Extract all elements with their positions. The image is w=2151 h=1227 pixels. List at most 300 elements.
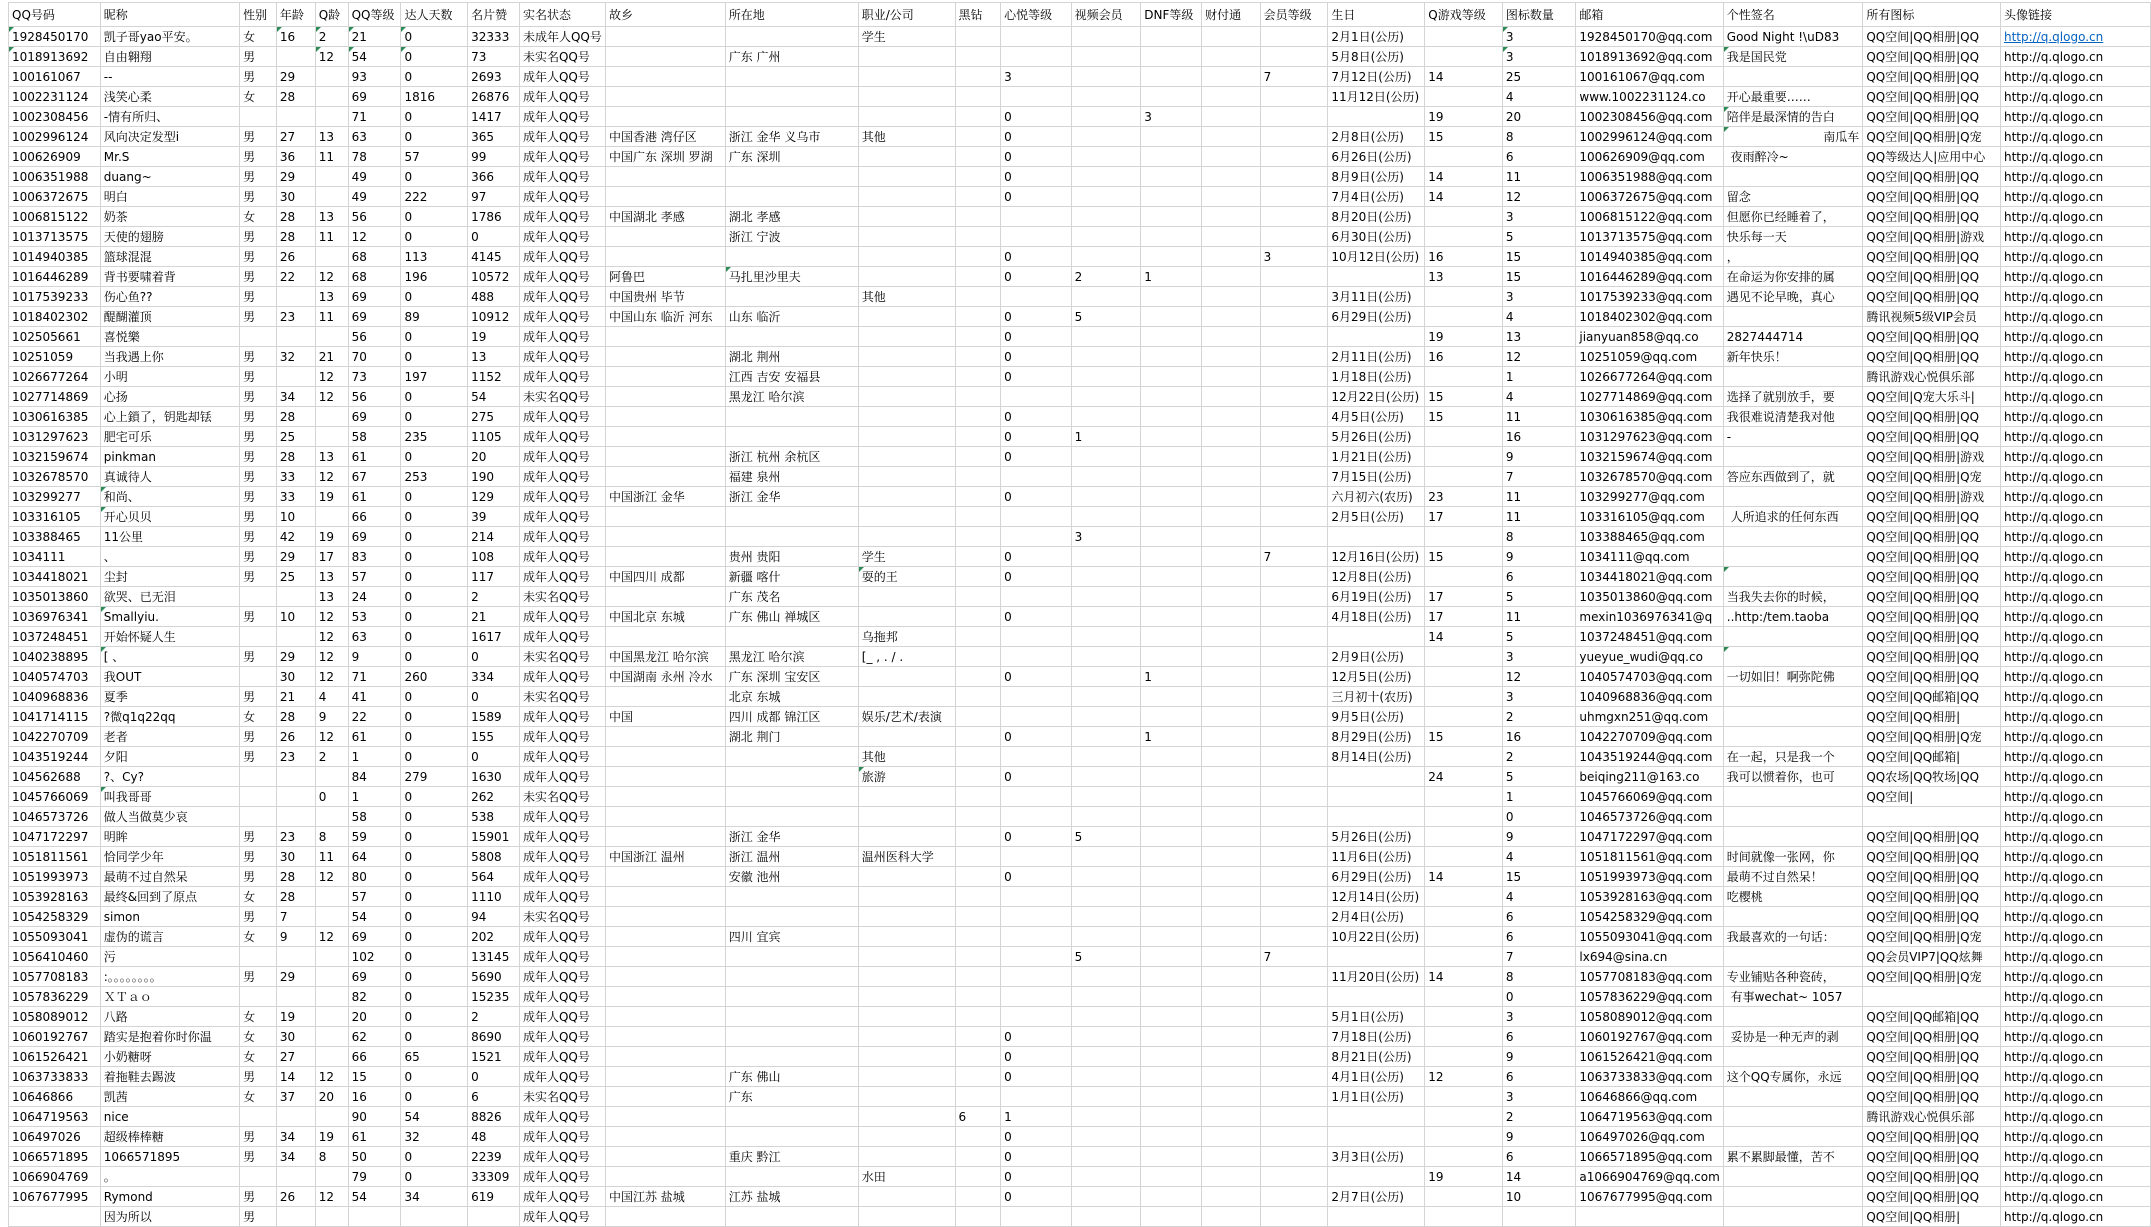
cell[interactable]: 乌拖邦 [858, 627, 955, 647]
cell[interactable]: 1031297623 [9, 427, 101, 447]
column-header-21[interactable]: 图标数量 [1502, 3, 1575, 27]
cell[interactable] [1723, 827, 1863, 847]
cell[interactable] [1425, 987, 1503, 1007]
cell[interactable]: 0 [401, 907, 468, 927]
cell[interactable] [955, 47, 1001, 67]
cell[interactable] [605, 547, 725, 567]
cell[interactable] [1328, 1107, 1425, 1127]
cell[interactable] [1141, 527, 1202, 547]
cell[interactable]: 耍的王 [858, 567, 955, 587]
cell[interactable]: http://q.qlogo.cn [2000, 927, 2150, 947]
cell[interactable] [1141, 847, 1202, 867]
cell[interactable] [1071, 767, 1141, 787]
cell[interactable]: 男 [240, 647, 277, 667]
cell[interactable]: 中国香港 湾仔区 [605, 127, 725, 147]
cell[interactable]: 28 [276, 227, 315, 247]
cell[interactable] [1141, 167, 1202, 187]
cell[interactable]: QQ空间| [1863, 787, 2001, 807]
cell[interactable]: 成年人QQ号 [519, 767, 605, 787]
cell[interactable]: 13 [315, 447, 348, 467]
cell[interactable] [725, 787, 858, 807]
cell[interactable]: 0 [1001, 107, 1072, 127]
cell[interactable] [1260, 1147, 1328, 1167]
cell[interactable]: 0 [1001, 827, 1072, 847]
cell[interactable]: 我最喜欢的一句话： [1723, 927, 1863, 947]
cell[interactable] [9, 1207, 101, 1227]
cell[interactable] [605, 1107, 725, 1127]
cell[interactable]: 成年人QQ号 [519, 567, 605, 587]
cell[interactable] [955, 687, 1001, 707]
cell[interactable]: 专业铺贴各种瓷砖， [1723, 967, 1863, 987]
cell[interactable]: 11月6日(公历) [1328, 847, 1425, 867]
cell[interactable]: 33 [276, 487, 315, 507]
cell[interactable] [858, 1107, 955, 1127]
cell[interactable]: 8 [1502, 127, 1575, 147]
cell[interactable]: QQ空间|QQ相册|QQ [1863, 587, 2001, 607]
cell[interactable] [1260, 207, 1328, 227]
cell[interactable]: 103388465 [9, 527, 101, 547]
cell[interactable]: 106497026@qq.com [1576, 1127, 1723, 1147]
cell[interactable] [858, 1027, 955, 1047]
cell[interactable] [1071, 1067, 1141, 1087]
cell[interactable] [1260, 1187, 1328, 1207]
cell[interactable]: 12 [315, 607, 348, 627]
cell[interactable] [240, 1107, 277, 1127]
cell[interactable]: QQ空间|QQ相册|QQ [1863, 1147, 2001, 1167]
cell[interactable]: 0 [315, 787, 348, 807]
cell[interactable]: 成年人QQ号 [519, 347, 605, 367]
cell[interactable]: QQ空间|QQ相册|QQ [1863, 167, 2001, 187]
cell[interactable] [1425, 1027, 1503, 1047]
cell[interactable] [1260, 507, 1328, 527]
cell[interactable] [725, 187, 858, 207]
cell[interactable]: 0 [1001, 147, 1072, 167]
cell[interactable]: :。。。。。。。。 [100, 967, 239, 987]
cell[interactable]: lx694@sina.cn [1576, 947, 1723, 967]
cell[interactable] [1328, 627, 1425, 647]
cell[interactable]: 男 [240, 1067, 277, 1087]
cell[interactable] [858, 67, 955, 87]
column-header-6[interactable]: QQ等级 [348, 3, 401, 27]
cell[interactable]: QQ空间|QQ相册| [1863, 707, 2001, 727]
cell[interactable] [1202, 987, 1261, 1007]
cell[interactable] [1202, 247, 1261, 267]
cell[interactable] [1071, 127, 1141, 147]
cell[interactable]: 女 [240, 1047, 277, 1067]
cell[interactable] [955, 567, 1001, 587]
cell[interactable]: 成年人QQ号 [519, 867, 605, 887]
cell[interactable] [1141, 247, 1202, 267]
cell[interactable]: 安徽 池州 [725, 867, 858, 887]
cell[interactable]: 新年快乐！ [1723, 347, 1863, 367]
cell[interactable] [1425, 787, 1503, 807]
cell[interactable]: 12 [315, 627, 348, 647]
cell[interactable] [1328, 527, 1425, 547]
cell[interactable]: 7 [1260, 947, 1328, 967]
cell[interactable]: QQ空间|QQ相册|QQ [1863, 107, 2001, 127]
cell[interactable]: QQ空间|QQ相册|QQ [1863, 27, 2001, 47]
cell[interactable] [605, 407, 725, 427]
cell[interactable] [1202, 307, 1261, 327]
cell[interactable]: 4 [1502, 87, 1575, 107]
cell[interactable]: 篮球混混 [100, 247, 239, 267]
cell[interactable]: 黑龙江 哈尔滨 [725, 647, 858, 667]
cell[interactable]: 0 [401, 207, 468, 227]
cell[interactable]: Good Night !\uD83 [1723, 27, 1863, 47]
cell[interactable] [276, 327, 315, 347]
cell[interactable] [605, 627, 725, 647]
cell[interactable]: 4 [1502, 387, 1575, 407]
cell[interactable] [955, 27, 1001, 47]
cell[interactable]: 32 [276, 347, 315, 367]
cell[interactable] [1425, 1007, 1503, 1027]
cell[interactable]: http://q.qlogo.cn [2000, 1187, 2150, 1207]
column-header-25[interactable]: 头像链接 [2000, 3, 2150, 27]
cell[interactable] [1202, 687, 1261, 707]
cell[interactable]: 1002308456 [9, 107, 101, 127]
cell[interactable]: 一切如旧！啊弥陀佛 [1723, 667, 1863, 687]
cell[interactable] [1141, 1087, 1202, 1107]
cell[interactable] [955, 1027, 1001, 1047]
cell[interactable]: 1006372675@qq.com [1576, 187, 1723, 207]
cell[interactable]: 7月18日(公历) [1328, 1027, 1425, 1047]
cell[interactable] [1260, 1167, 1328, 1187]
cell[interactable]: http://q.qlogo.cn [2000, 687, 2150, 707]
cell[interactable] [605, 527, 725, 547]
cell[interactable] [1723, 907, 1863, 927]
cell[interactable]: 1152 [468, 367, 520, 387]
cell[interactable]: 男 [240, 167, 277, 187]
cell[interactable] [605, 1087, 725, 1107]
cell[interactable] [725, 1207, 858, 1227]
cell[interactable]: 湖北 荆门 [725, 727, 858, 747]
cell[interactable]: 0 [401, 827, 468, 847]
cell[interactable]: 235 [401, 427, 468, 447]
cell[interactable]: 真诚待人 [100, 467, 239, 487]
cell[interactable] [468, 1207, 520, 1227]
cell[interactable]: 1032159674@qq.com [1576, 447, 1723, 467]
cell[interactable] [725, 107, 858, 127]
cell[interactable]: 7月4日(公历) [1328, 187, 1425, 207]
cell[interactable]: 2 [1502, 1107, 1575, 1127]
cell[interactable] [1260, 467, 1328, 487]
cell[interactable]: 成年人QQ号 [519, 67, 605, 87]
cell[interactable]: 4 [1502, 307, 1575, 327]
cell[interactable]: 男 [240, 607, 277, 627]
cell[interactable]: 0 [1001, 367, 1072, 387]
cell[interactable]: QQ空间|QQ相册|QQ [1863, 87, 2001, 107]
cell[interactable]: 8 [1502, 967, 1575, 987]
cell[interactable]: 其他 [858, 127, 955, 147]
cell[interactable] [858, 1127, 955, 1147]
cell[interactable]: 11 [1502, 607, 1575, 627]
cell[interactable]: http://q.qlogo.cn [2000, 747, 2150, 767]
column-header-22[interactable]: 邮箱 [1576, 3, 1723, 27]
cell[interactable]: 开心贝贝 [100, 507, 239, 527]
cell[interactable]: 12 [1502, 347, 1575, 367]
cell[interactable]: 但愿你已经睡着了， [1723, 207, 1863, 227]
cell[interactable]: 103299277@qq.com [1576, 487, 1723, 507]
cell[interactable] [1071, 247, 1141, 267]
cell[interactable]: 0 [401, 527, 468, 547]
cell[interactable]: 22 [348, 707, 401, 727]
cell[interactable]: 3 [1260, 247, 1328, 267]
cell[interactable]: 浙江 金华 义乌市 [725, 127, 858, 147]
cell[interactable]: http://q.qlogo.cn [2000, 1007, 2150, 1027]
cell[interactable]: 0 [401, 587, 468, 607]
cell[interactable]: 23 [276, 307, 315, 327]
cell[interactable]: 0 [1001, 187, 1072, 207]
cell[interactable]: 12月22日(公历) [1328, 387, 1425, 407]
cell[interactable] [1141, 947, 1202, 967]
cell[interactable]: 48 [468, 1127, 520, 1147]
cell[interactable]: duang~ [100, 167, 239, 187]
cell[interactable] [1425, 1107, 1503, 1127]
cell[interactable]: QQ空间|Q宠大乐斗| [1863, 387, 2001, 407]
cell[interactable] [955, 1087, 1001, 1107]
cell[interactable]: uhmgxn251@qq.com [1576, 707, 1723, 727]
cell[interactable]: 90 [348, 1107, 401, 1127]
cell[interactable]: ， [1723, 247, 1863, 267]
cell[interactable]: 12 [1502, 667, 1575, 687]
cell[interactable] [955, 867, 1001, 887]
cell[interactable]: 12 [315, 267, 348, 287]
cell[interactable]: 凯子哥yao平安。 [100, 27, 239, 47]
cell[interactable]: 0 [401, 27, 468, 47]
cell[interactable]: 11 [315, 227, 348, 247]
cell[interactable] [1202, 607, 1261, 627]
cell[interactable] [955, 527, 1001, 547]
cell[interactable] [858, 1147, 955, 1167]
cell[interactable] [315, 427, 348, 447]
cell[interactable]: http://q.qlogo.cn [2000, 47, 2150, 67]
cell[interactable] [1001, 587, 1072, 607]
cell[interactable]: 北京 东城 [725, 687, 858, 707]
cell[interactable]: 男 [240, 307, 277, 327]
cell[interactable]: 9 [1502, 1127, 1575, 1147]
cell[interactable] [605, 1147, 725, 1167]
cell[interactable]: 6 [955, 1107, 1001, 1127]
cell[interactable]: 男 [240, 287, 277, 307]
cell[interactable]: 103388465@qq.com [1576, 527, 1723, 547]
cell[interactable]: http://q.qlogo.cn [2000, 807, 2150, 827]
cell[interactable]: QQ空间|QQ邮箱| [1863, 747, 2001, 767]
cell[interactable]: 2月4日(公历) [1328, 907, 1425, 927]
cell[interactable] [1425, 947, 1503, 967]
cell[interactable]: 0 [1001, 127, 1072, 147]
cell[interactable] [605, 347, 725, 367]
cell[interactable] [1202, 1007, 1261, 1027]
column-header-3[interactable]: 性别 [240, 3, 277, 27]
cell[interactable] [1425, 807, 1503, 827]
cell[interactable] [1202, 787, 1261, 807]
cell[interactable]: http://q.qlogo.cn [2000, 147, 2150, 167]
cell[interactable] [1202, 1067, 1261, 1087]
cell[interactable]: http://q.qlogo.cn [2000, 827, 2150, 847]
cell[interactable]: 未实名QQ号 [519, 907, 605, 927]
cell[interactable]: 超级棒棒糖 [100, 1127, 239, 1147]
cell[interactable] [1001, 787, 1072, 807]
cell[interactable]: 其他 [858, 747, 955, 767]
cell[interactable]: 1018402302@qq.com [1576, 307, 1723, 327]
cell[interactable] [1071, 1027, 1141, 1047]
cell[interactable]: 浙江 杭州 余杭区 [725, 447, 858, 467]
cell[interactable]: 风向决定发型i [100, 127, 239, 147]
cell[interactable]: 15 [1425, 127, 1503, 147]
cell[interactable] [1260, 147, 1328, 167]
cell[interactable]: 29 [276, 167, 315, 187]
cell[interactable]: 1 [1502, 367, 1575, 387]
cell[interactable]: 女 [240, 207, 277, 227]
cell[interactable]: 62 [348, 1027, 401, 1047]
cell[interactable] [1141, 127, 1202, 147]
cell[interactable]: 12月14日(公历) [1328, 887, 1425, 907]
cell[interactable] [1001, 227, 1072, 247]
cell[interactable]: 成年人QQ号 [519, 107, 605, 127]
cell[interactable]: 1030616385@qq.com [1576, 407, 1723, 427]
cell[interactable]: 1417 [468, 107, 520, 127]
cell[interactable]: 4 [315, 687, 348, 707]
cell[interactable] [1202, 387, 1261, 407]
cell[interactable] [955, 607, 1001, 627]
cell[interactable]: 成年人QQ号 [519, 427, 605, 447]
cell[interactable]: 1037248451@qq.com [1576, 627, 1723, 647]
cell[interactable] [315, 87, 348, 107]
cell[interactable]: 12 [315, 1187, 348, 1207]
cell[interactable]: 0 [401, 727, 468, 747]
cell[interactable]: 1 [1141, 727, 1202, 747]
cell[interactable]: 63 [348, 127, 401, 147]
cell[interactable] [1723, 1207, 1863, 1227]
cell[interactable]: QQ空间|QQ相册|Q宠 [1863, 467, 2001, 487]
cell[interactable]: http://q.qlogo.cn [2000, 1167, 2150, 1187]
cell[interactable] [1723, 1167, 1863, 1187]
cell[interactable] [1001, 747, 1072, 767]
cell[interactable] [1425, 847, 1503, 867]
cell[interactable] [1260, 327, 1328, 347]
cell[interactable] [605, 1047, 725, 1067]
cell[interactable] [1723, 727, 1863, 747]
cell[interactable]: 1040574703 [9, 667, 101, 687]
cell[interactable]: 1017539233@qq.com [1576, 287, 1723, 307]
cell[interactable]: 29 [276, 547, 315, 567]
cell[interactable]: 4 [1502, 887, 1575, 907]
cell[interactable] [1071, 907, 1141, 927]
cell[interactable] [315, 807, 348, 827]
cell[interactable] [858, 487, 955, 507]
cell[interactable] [1141, 1147, 1202, 1167]
cell[interactable] [858, 947, 955, 967]
cell[interactable] [1071, 547, 1141, 567]
cell[interactable] [1328, 987, 1425, 1007]
cell[interactable]: 醍醐灌顶 [100, 307, 239, 327]
column-header-13[interactable]: 黑钻 [955, 3, 1001, 27]
cell[interactable] [605, 687, 725, 707]
cell[interactable]: 5 [1502, 587, 1575, 607]
cell[interactable] [605, 167, 725, 187]
cell[interactable]: 9 [348, 647, 401, 667]
cell[interactable]: QQ空间|QQ相册|游戏 [1863, 227, 2001, 247]
cell[interactable] [1260, 887, 1328, 907]
cell[interactable]: 0 [401, 67, 468, 87]
cell[interactable]: 成年人QQ号 [519, 327, 605, 347]
cell[interactable]: 2月7日(公历) [1328, 1187, 1425, 1207]
cell[interactable]: 102 [348, 947, 401, 967]
cell[interactable] [955, 1167, 1001, 1187]
cell[interactable] [1071, 487, 1141, 507]
cell[interactable]: 男 [240, 1207, 277, 1227]
cell[interactable]: 1026677264 [9, 367, 101, 387]
cell[interactable] [858, 967, 955, 987]
cell[interactable] [1202, 87, 1261, 107]
column-header-4[interactable]: 年龄 [276, 3, 315, 27]
cell[interactable] [1202, 207, 1261, 227]
cell[interactable]: 1045766069@qq.com [1576, 787, 1723, 807]
cell[interactable]: 366 [468, 167, 520, 187]
column-header-12[interactable]: 职业/公司 [858, 3, 955, 27]
cell[interactable]: 1816 [401, 87, 468, 107]
cell[interactable]: QQ空间|QQ相册|QQ [1863, 187, 2001, 207]
cell[interactable]: 1032678570 [9, 467, 101, 487]
cell[interactable]: 11 [1502, 407, 1575, 427]
cell[interactable]: 26 [276, 247, 315, 267]
cell[interactable] [1001, 947, 1072, 967]
cell[interactable]: 214 [468, 527, 520, 547]
cell[interactable] [858, 1047, 955, 1067]
cell[interactable]: 1058089012@qq.com [1576, 1007, 1723, 1027]
cell[interactable]: 103316105@qq.com [1576, 507, 1723, 527]
cell[interactable]: 成年人QQ号 [519, 527, 605, 547]
cell[interactable]: 79 [348, 1167, 401, 1187]
cell[interactable] [955, 1127, 1001, 1147]
cell[interactable] [858, 87, 955, 107]
cell[interactable] [955, 87, 1001, 107]
cell[interactable]: 7 [1260, 67, 1328, 87]
cell[interactable]: http://q.qlogo.cn [2000, 427, 2150, 447]
column-header-11[interactable]: 所在地 [725, 3, 858, 27]
cell[interactable]: 279 [401, 767, 468, 787]
cell[interactable]: 0 [1001, 347, 1072, 367]
cell[interactable]: 0 [401, 447, 468, 467]
cell[interactable]: http://q.qlogo.cn [2000, 547, 2150, 567]
cell[interactable] [955, 327, 1001, 347]
cell[interactable]: 99 [468, 147, 520, 167]
cell[interactable]: 男 [240, 547, 277, 567]
cell[interactable] [858, 187, 955, 207]
cell[interactable]: 1063733833@qq.com [1576, 1067, 1723, 1087]
cell[interactable]: 61 [348, 487, 401, 507]
cell[interactable]: 5 [1071, 307, 1141, 327]
cell[interactable]: 广东 广州 [725, 47, 858, 67]
cell[interactable] [1001, 627, 1072, 647]
cell[interactable] [1071, 27, 1141, 47]
cell[interactable]: 69 [348, 967, 401, 987]
cell[interactable] [1328, 1167, 1425, 1187]
cell[interactable]: 106497026 [9, 1127, 101, 1147]
cell[interactable]: 1063733833 [9, 1067, 101, 1087]
cell[interactable] [315, 1007, 348, 1027]
cell[interactable]: 0 [401, 507, 468, 527]
cell[interactable]: 12 [315, 927, 348, 947]
cell[interactable]: 未实名QQ号 [519, 647, 605, 667]
cell[interactable]: 11 [315, 847, 348, 867]
cell[interactable]: QQ空间|QQ相册|QQ [1863, 407, 2001, 427]
cell[interactable] [1202, 1207, 1261, 1227]
cell[interactable]: 1月21日(公历) [1328, 447, 1425, 467]
cell[interactable] [1260, 387, 1328, 407]
cell[interactable] [1723, 787, 1863, 807]
cell[interactable] [1001, 807, 1072, 827]
